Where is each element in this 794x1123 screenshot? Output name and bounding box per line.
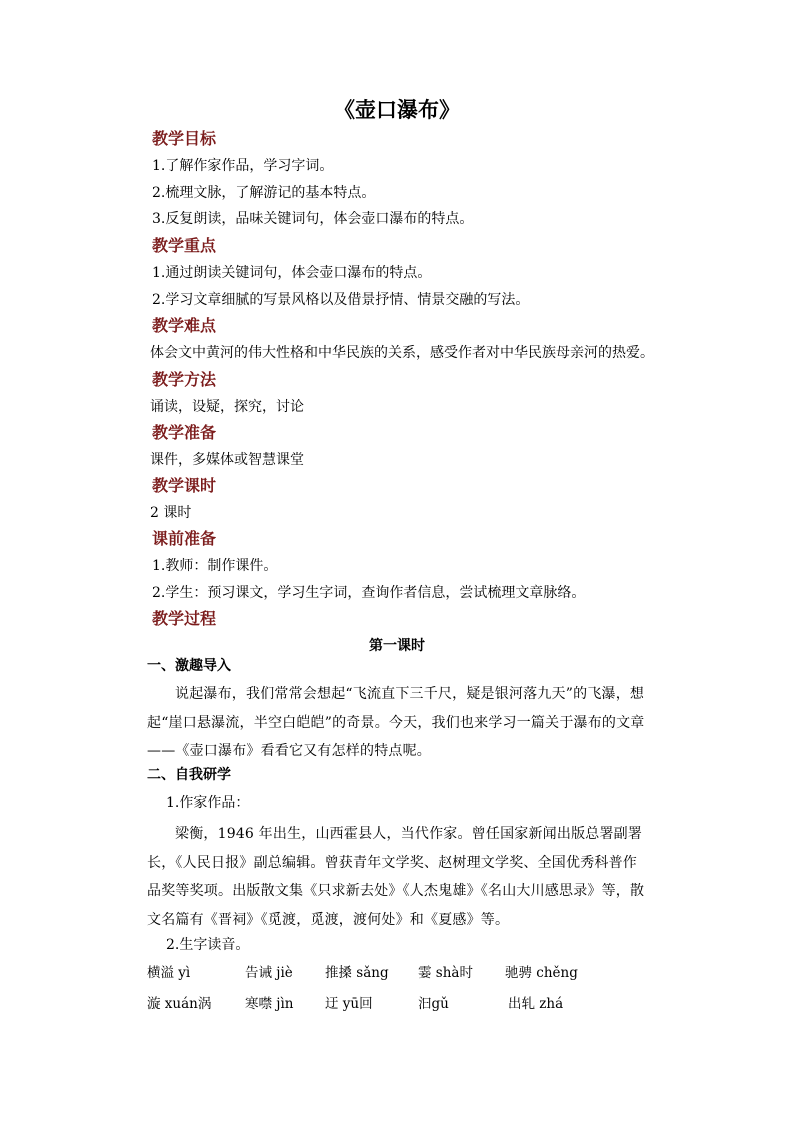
- goal-item: 3.反复朗读，品味关键词句，体会壶口瀑布的特点。: [152, 211, 474, 227]
- part2-item2-label: 2.生字读音。: [166, 937, 250, 953]
- goal-item: 2.梳理文脉，了解游记的基本特点。: [152, 185, 376, 201]
- vocab-word: 迂 yū回: [325, 996, 373, 1012]
- vocab-word: 出轧 zhá: [508, 996, 564, 1012]
- vocab-word: 漩 xuán涡: [147, 996, 212, 1012]
- methods-text: 诵读，设疑，探究，讨论: [150, 399, 304, 415]
- part1-heading: 一、激趣导入: [147, 658, 231, 674]
- heading-key-points: 教学重点: [152, 236, 217, 255]
- part1-paragraph: 说起瀑布，我们常常会想起“飞流直下三千尺，疑是银河落九天”的飞瀑，想起“崖口悬瀑流，半空白皑皑”的奇景。今天，我们也来学习一篇关于瀑布的文章——《壶口瀑布》看看它又有怎样的特点呢。: [147, 686, 645, 759]
- document-title: 《壶口瀑布》: [334, 97, 460, 122]
- vocab-word: 告诫 jiè: [245, 965, 293, 981]
- lesson-subtitle: 第一课时: [369, 638, 425, 654]
- key-point-item: 2.学习文章细腻的写景风格以及借景抒情、情景交融的写法。: [152, 292, 530, 308]
- part2-item1-paragraph: 梁衡，1946 年出生，山西霍县人，当代作家。曾任国家新闻出版总署副署长，《人民日报》副总编辑。曾获青年文学奖、赵树理文学奖、全国优秀科普作品奖等奖项。出版散文集《只求新去处》《人杰鬼雄》《名山大川感思录》等，散文名篇有《晋祠》《觅渡，觅渡，渡何处》和《夏感》等。: [147, 826, 645, 928]
- difficulty-text: 体会文中黄河的伟大性格和中华民族的关系，感受作者对中华民族母亲河的热爱。: [150, 345, 654, 361]
- vocab-word: 霎 shà时: [418, 965, 473, 981]
- heading-pre-class: 课前准备: [152, 529, 217, 548]
- vocab-word: 驰骋 chěng: [505, 965, 578, 981]
- vocab-word: 推搡 sǎng: [325, 965, 389, 981]
- heading-process: 教学过程: [152, 609, 217, 628]
- heading-methods: 教学方法: [152, 370, 217, 389]
- vocab-word: 寒噤 jìn: [245, 996, 294, 1012]
- preparation-text: 课件，多媒体或智慧课堂: [150, 452, 304, 468]
- goal-item: 1.了解作家作品，学习字词。: [152, 158, 334, 174]
- heading-preparation: 教学准备: [152, 423, 217, 442]
- part2-item1-label: 1.作家作品：: [166, 795, 250, 811]
- heading-teaching-goals: 教学目标: [152, 129, 217, 148]
- vocab-word: 汩gǔ: [418, 996, 449, 1012]
- pre-class-item: 2.学生：预习课文，学习生字词，查询作者信息，尝试梳理文章脉络。: [152, 585, 586, 601]
- heading-difficulty: 教学难点: [152, 316, 217, 335]
- part2-heading: 二、自我研学: [147, 767, 231, 783]
- heading-class-hours: 教学课时: [152, 476, 217, 495]
- vocab-word: 横溢 yì: [147, 965, 191, 981]
- pre-class-item: 1.教师：制作课件。: [152, 558, 278, 574]
- class-hours-text: 2 课时: [150, 505, 192, 521]
- key-point-item: 1.通过朗读关键词句，体会壶口瀑布的特点。: [152, 265, 432, 281]
